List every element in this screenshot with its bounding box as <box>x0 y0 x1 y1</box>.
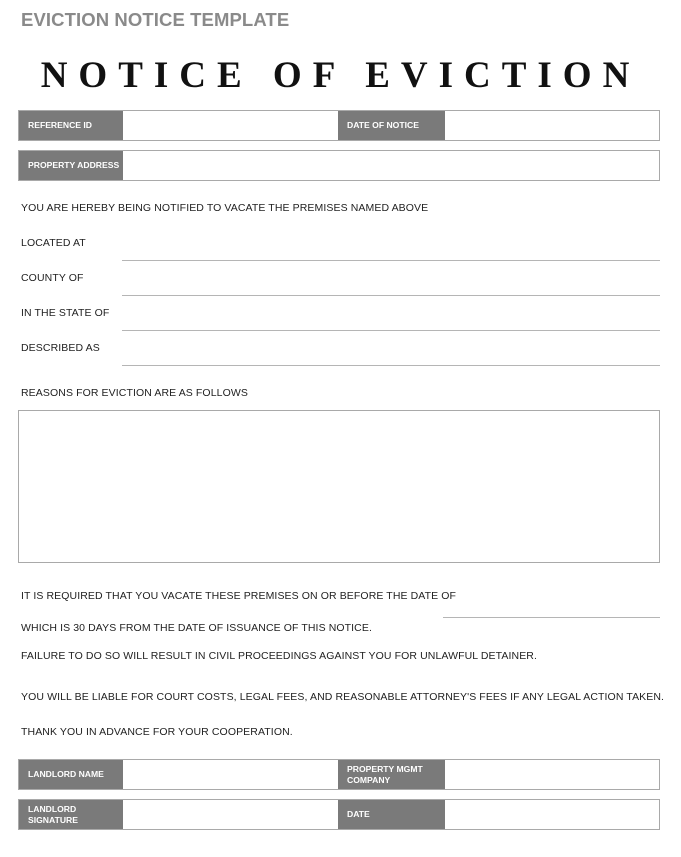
property-mgmt-label-line2: COMPANY <box>347 774 391 785</box>
landlord-mgmt-row <box>18 759 660 790</box>
signature-date-row <box>18 799 660 830</box>
notified-text: YOU ARE HEREBY BEING NOTIFIED TO VACATE THE PREMISES NAMED ABOVE <box>21 202 429 214</box>
located-at-line[interactable] <box>122 260 660 261</box>
date-of-notice-input[interactable] <box>445 111 659 140</box>
property-mgmt-label <box>338 760 445 789</box>
property-address-label: PROPERTY ADDRESS <box>19 151 123 180</box>
vacate-date-line[interactable] <box>443 617 660 618</box>
landlord-signature-label-line2: SIGNATURE <box>28 814 78 825</box>
landlord-signature-label-line1: LANDLORD <box>28 804 77 815</box>
property-mgmt-label-line1: PROPERTY MGMT <box>347 764 423 775</box>
described-as-label: DESCRIBED AS <box>21 342 100 354</box>
thanks-text: THANK YOU IN ADVANCE FOR YOUR COOPERATION. <box>21 726 293 738</box>
vacate-text: IT IS REQUIRED THAT YOU VACATE THESE PREMISES ON OR BEFORE THE DATE OF <box>21 590 457 602</box>
state-of-label: IN THE STATE OF <box>21 307 110 319</box>
date-of-notice-label: DATE OF NOTICE <box>338 111 445 140</box>
reference-date-row <box>18 110 660 141</box>
reasons-textarea[interactable] <box>18 410 660 563</box>
date-input[interactable] <box>445 800 659 829</box>
landlord-name-input[interactable] <box>123 760 338 789</box>
state-of-line[interactable] <box>122 330 660 331</box>
reference-id-label: REFERENCE ID <box>19 111 123 140</box>
days-text: WHICH IS 30 DAYS FROM THE DATE OF ISSUANCE OF THIS NOTICE. <box>21 622 372 634</box>
failure-text: FAILURE TO DO SO WILL RESULT IN CIVIL PROCEEDINGS AGAINST YOU FOR UNLAWFUL DETAINER. <box>21 650 538 662</box>
property-address-input[interactable] <box>123 151 659 180</box>
property-address-row <box>18 150 660 181</box>
liable-text: YOU WILL BE LIABLE FOR COURT COSTS, LEGAL FEES, AND REASONABLE ATTORNEY'S FEES IF ANY LEGAL ACTION TAKEN. <box>21 691 665 703</box>
reasons-heading: REASONS FOR EVICTION ARE AS FOLLOWS <box>21 387 248 399</box>
described-as-line[interactable] <box>122 365 660 366</box>
landlord-signature-input[interactable] <box>123 800 338 829</box>
located-at-label: LOCATED AT <box>21 237 86 249</box>
reference-id-input[interactable] <box>123 111 338 140</box>
page-title: NOTICE OF EVICTION <box>40 55 641 96</box>
property-mgmt-input[interactable] <box>445 760 659 789</box>
template-title: EVICTION NOTICE TEMPLATE <box>21 9 290 30</box>
county-of-label: COUNTY OF <box>21 272 84 284</box>
date-label: DATE <box>338 800 445 829</box>
county-of-line[interactable] <box>122 295 660 296</box>
landlord-signature-label <box>19 800 123 829</box>
landlord-name-label: LANDLORD NAME <box>19 760 123 789</box>
